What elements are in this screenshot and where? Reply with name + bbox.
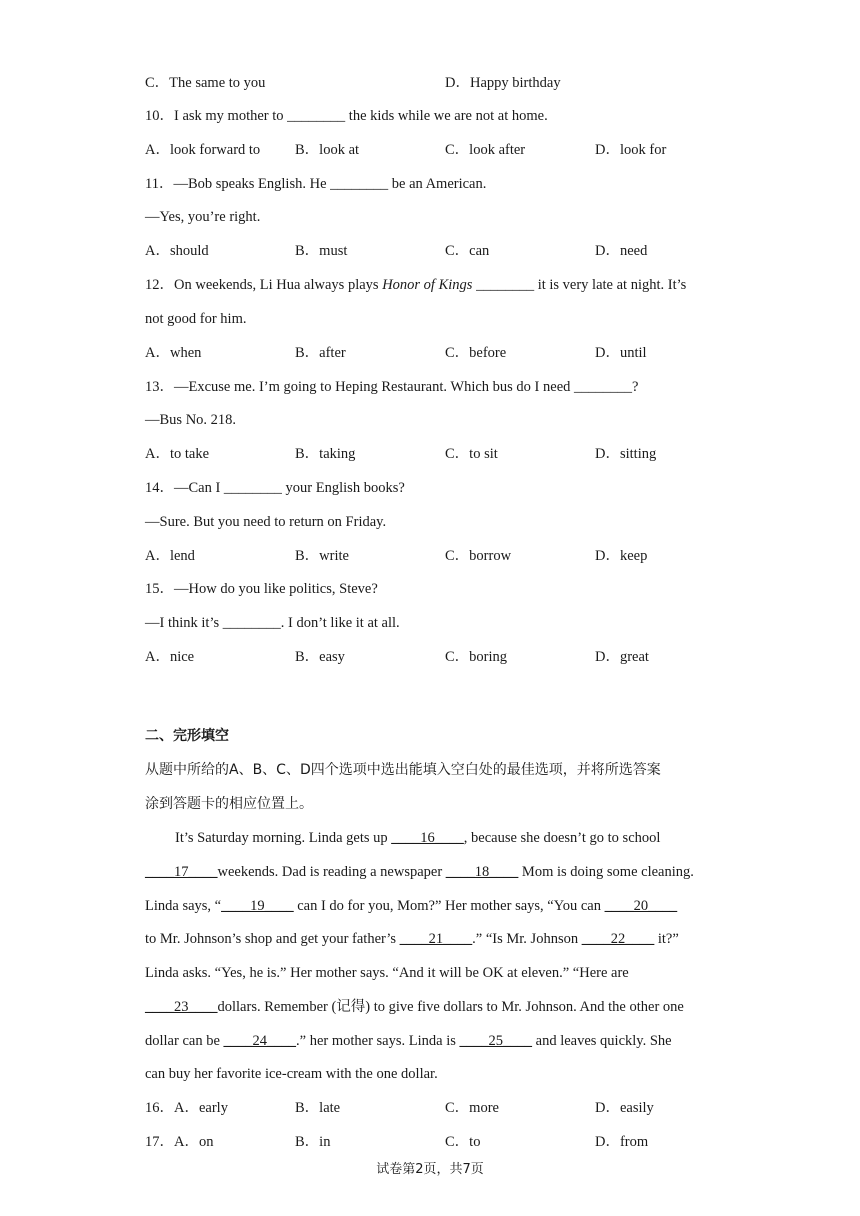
blank-17: ____17____	[145, 864, 218, 880]
q15-option-c: C．boring	[445, 649, 508, 665]
section-instructions-2: 涂到答题卡的相应位置上。	[145, 796, 313, 812]
passage-line-8: can buy her favorite ice-cream with the one dollar.	[145, 1066, 438, 1082]
q12-option-a: A．when	[145, 345, 202, 361]
q11-reply: —Yes, you’re right.	[145, 209, 261, 225]
q15-option-b: B．easy	[295, 649, 345, 665]
q9-option-d: D．Happy birthday	[445, 75, 561, 91]
q17-option-b: B．in	[295, 1134, 331, 1150]
q13-stem: 13．—Excuse me. I’m going to Heping Restaurant. Which bus do I need ________?	[145, 379, 639, 395]
passage-text: weekends. Dad is reading a newspaper	[217, 864, 446, 880]
q13-option-c: C．to sit	[445, 446, 498, 462]
q11-stem: 11．—Bob speaks English. He ________ be an American.	[145, 176, 487, 192]
blank-21: ____21____	[399, 931, 473, 947]
passage-line-3	[145, 896, 677, 916]
page-footer: 试卷第2页，共7页	[376, 1162, 484, 1177]
q11-option-c: C．can	[445, 243, 490, 259]
q14-stem: 14．—Can I ________ your English books?	[145, 480, 405, 496]
q13-reply: —Bus No. 218.	[145, 412, 237, 428]
passage-text: It’s Saturday morning. Linda gets up	[175, 830, 392, 846]
q12-stem-b: ________ it is very late at night. It’s	[472, 277, 687, 293]
passage-text: to Mr. Johnson’s shop and get your father’s	[145, 931, 400, 947]
passage-text: can I do for you, Mom?” Her mother says, “You can	[293, 898, 605, 914]
blank-16: ____16____	[391, 830, 464, 846]
q11-option-b: B．must	[295, 243, 348, 259]
q10-option-b: B．look at	[295, 142, 360, 158]
section-title: 二、完形填空	[145, 728, 229, 744]
q14-option-a: A．lend	[145, 548, 195, 564]
passage-text: dollars. Remember (记得) to give five dollars to Mr. Johnson. And the other one	[217, 999, 684, 1015]
q12-option-b: B．after	[295, 345, 346, 361]
q13-option-d: D．sitting	[595, 446, 657, 462]
q12-stem	[145, 275, 686, 295]
q17-option-c: C．to	[445, 1134, 481, 1150]
q11-option-a: A．should	[145, 243, 209, 259]
passage-text: Linda says, “	[145, 898, 222, 914]
blank-18: ____18____	[445, 864, 519, 880]
blank-20: ____20____	[604, 898, 678, 914]
q14-option-c: C．borrow	[445, 548, 512, 564]
q14-reply: —Sure. But you need to return on Friday.	[145, 514, 387, 530]
passage-text: .” “Is Mr. Johnson	[472, 931, 582, 947]
q11-option-d: D．need	[595, 243, 648, 259]
passage-text: .” her mother says. Linda is	[296, 1033, 460, 1049]
q14-option-d: D．keep	[595, 548, 648, 564]
q10-option-a: A．look forward to	[145, 142, 261, 158]
passage-line-2	[145, 862, 694, 882]
q13-option-a: A．to take	[145, 446, 210, 462]
q12-option-d: D．until	[595, 345, 647, 361]
q10-option-d: D．look for	[595, 142, 667, 158]
passage-text: , because she doesn’t go to school	[463, 830, 661, 846]
passage-line-4	[145, 929, 679, 949]
passage-text: Mom is doing some cleaning.	[518, 864, 694, 880]
blank-24: ____24____	[223, 1033, 297, 1049]
q17-option-a: 17．A．on	[145, 1134, 214, 1150]
q13-option-b: B．taking	[295, 446, 356, 462]
q10-option-c: C．look after	[445, 142, 526, 158]
q16-option-a: 16．A．early	[145, 1100, 228, 1116]
q10-stem: 10．I ask my mother to ________ the kids while we are not at home.	[145, 108, 548, 124]
blank-22: ____22____	[581, 931, 655, 947]
q15-option-d: D．great	[595, 649, 649, 665]
q17-option-d: D．from	[595, 1134, 649, 1150]
q12-option-c: C．before	[445, 345, 507, 361]
q16-option-c: C．more	[445, 1100, 499, 1116]
q12-stem-cont: not good for him.	[145, 311, 247, 327]
q14-option-b: B．write	[295, 548, 349, 564]
passage-text: it?”	[654, 931, 679, 947]
passage-text: dollar can be	[145, 1033, 224, 1049]
passage-line-1	[175, 828, 660, 848]
passage-text: and leaves quickly. She	[532, 1033, 672, 1049]
blank-23: ____23____	[145, 999, 218, 1015]
q12-game-title: Honor of Kings	[382, 277, 473, 293]
passage-line-6	[145, 997, 684, 1017]
q15-option-a: A．nice	[145, 649, 195, 665]
q15-stem: 15．—How do you like politics, Steve?	[145, 581, 378, 597]
section-instructions-1: 从题中所给的A、B、C、D四个选项中选出能填入空白处的最佳选项，并将所选答案	[145, 762, 661, 778]
passage-line-5: Linda asks. “Yes, he is.” Her mother says. “And it will be OK at eleven.” “Here are	[145, 965, 629, 981]
blank-19: ____19____	[221, 898, 294, 914]
passage-line-7	[145, 1031, 672, 1051]
blank-25: ____25____	[459, 1033, 533, 1049]
q12-stem-a: 12．On weekends, Li Hua always plays	[145, 277, 383, 293]
q9-option-c: C．The same to you	[145, 75, 266, 91]
q16-option-b: B．late	[295, 1100, 341, 1116]
q16-option-d: D．easily	[595, 1100, 654, 1116]
q15-reply: —I think it’s ________. I don’t like it at all.	[145, 615, 400, 631]
